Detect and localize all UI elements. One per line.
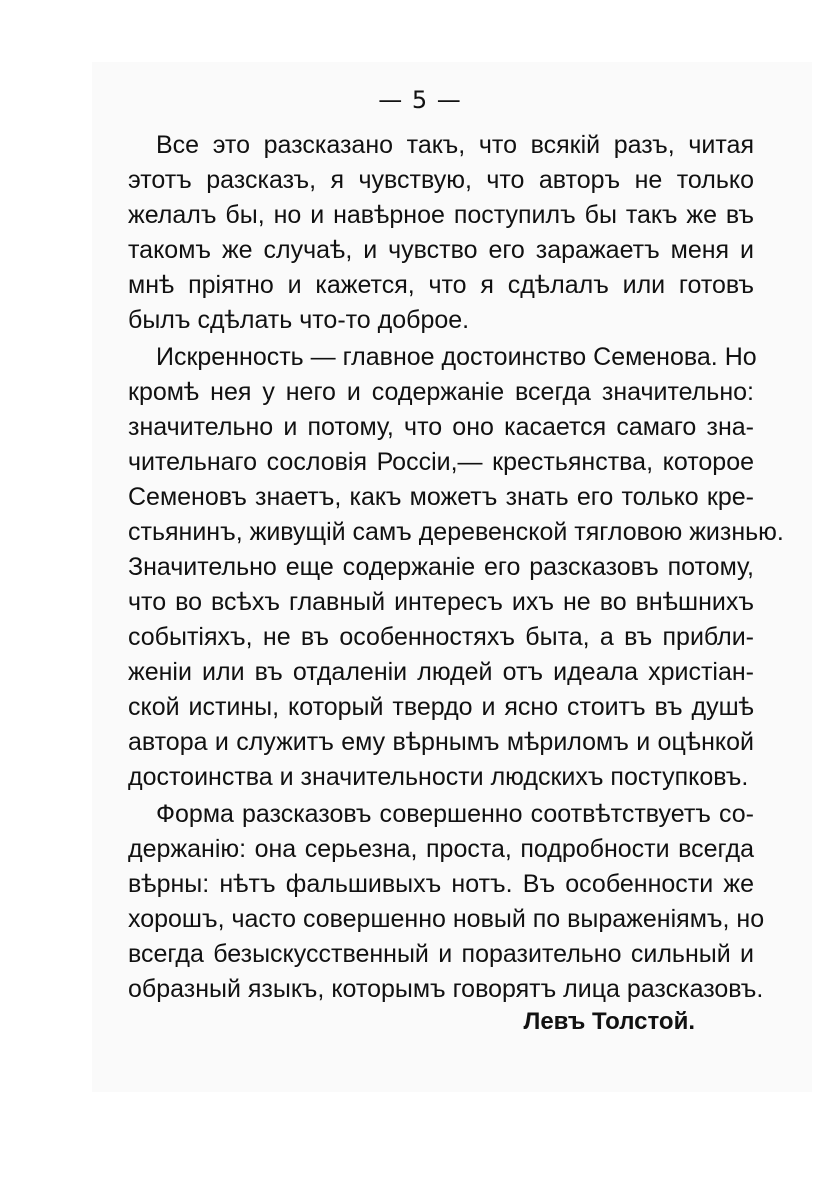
- text-line: автора и служитъ ему вѣрнымъ мѣриломъ и оцѣнкой: [128, 728, 754, 756]
- text-line: желалъ бы, но и навѣрное поступилъ бы такъ же въ: [128, 201, 754, 229]
- text-line: чительнаго сословія Россіи,— крестьянства, которое: [128, 448, 754, 476]
- text-line: хорошъ, часто совершенно новый по выраженіямъ, но: [128, 905, 765, 933]
- text-line: значительно и потому, что оно касается самаго зна-: [128, 413, 754, 441]
- text-line: образный языкъ, которымъ говорятъ лица разсказовъ.: [128, 975, 764, 1003]
- text-line: что во всѣхъ главный интересъ ихъ не во внѣшнихъ: [128, 588, 754, 616]
- text-line: Все это разсказано такъ, что всякій разъ, читая: [156, 131, 754, 159]
- text-line: событіяхъ, не въ особенностяхъ быта, а въ прибли-: [128, 623, 754, 651]
- page-number: — 5 —: [378, 86, 462, 114]
- text-line: держанію: она серьезна, проста, подробности всегда: [128, 835, 754, 863]
- text-line: достоинства и значительности людскихъ поступковъ.: [128, 763, 749, 791]
- text-line: Форма разсказовъ совершенно соотвѣтствуетъ со-: [156, 800, 754, 828]
- text-line: мнѣ пріятно и кажется, что я сдѣлалъ или готовъ: [128, 271, 754, 299]
- text-line: вѣрны: нѣтъ фальшивыхъ нотъ. Въ особенности же: [128, 870, 754, 898]
- text-line: Искренность — главное достоинство Семенова. Но: [156, 343, 757, 371]
- body-text: [128, 128, 784, 1009]
- text-line: женіи или въ отдаленіи людей отъ идеала христіан-: [128, 658, 754, 686]
- text-line: такомъ же случаѣ, и чувство его заражаетъ меня и: [128, 236, 754, 264]
- text-line: Семеновъ знаетъ, какъ можетъ знать его только кре-: [128, 483, 754, 511]
- text-line: стьянинъ, живущій самъ деревенской тягловою жизнью.: [128, 518, 784, 546]
- author-signature: Левъ Толстой.: [523, 1008, 695, 1035]
- paragraph-3: [128, 797, 765, 1007]
- paragraph-1: [128, 128, 754, 338]
- text-line: этотъ разсказъ, я чувствую, что авторъ не только: [128, 166, 754, 194]
- text-line: кромѣ нея у него и содержаніе всегда значительно:: [128, 378, 754, 406]
- text-line: всегда безыскусственный и поразительно сильный и: [128, 940, 754, 968]
- text-line: Значительно еще содержаніе его разсказовъ потому,: [128, 553, 754, 581]
- text-line: былъ сдѣлать что-то доброе.: [128, 306, 470, 334]
- paragraph-2: [128, 340, 784, 795]
- text-line: ской истины, который твердо и ясно стоитъ въ душѣ: [128, 693, 754, 721]
